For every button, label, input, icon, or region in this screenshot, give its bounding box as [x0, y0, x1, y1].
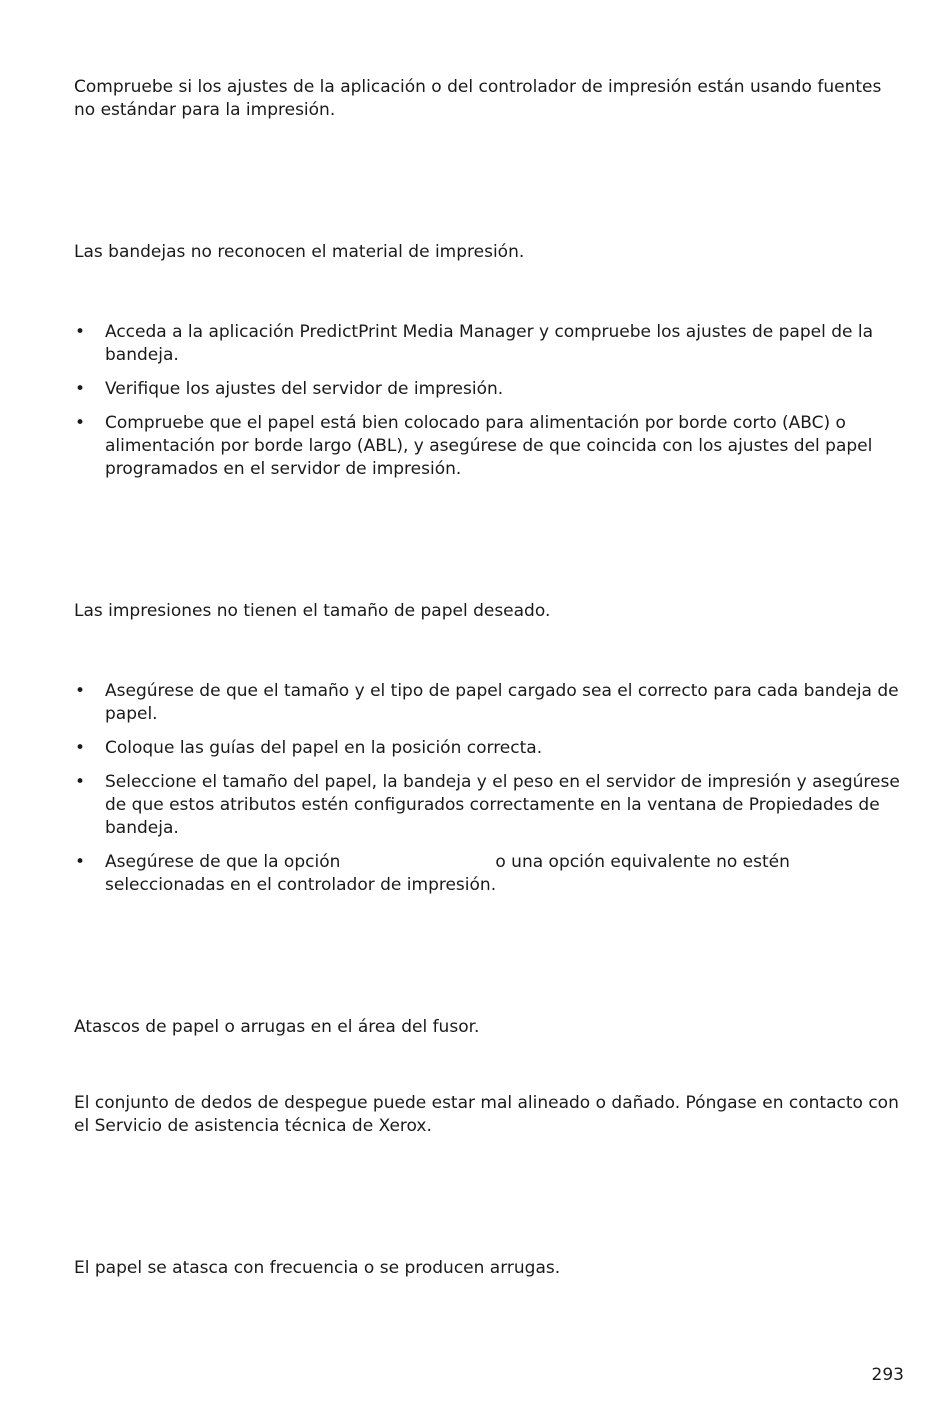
list-item-text: Verifique los ajustes del servidor de impresión.: [105, 379, 504, 399]
list-item: [74, 771, 904, 840]
list-item: [74, 851, 904, 897]
paragraph-trays-not-recognize-media: Las bandejas no reconocen el material de impresión.: [74, 242, 525, 262]
paragraph-frequent-jams: El papel se atasca con frecuencia o se producen arrugas.: [74, 1258, 561, 1278]
list-item: [74, 321, 904, 367]
list-item: [74, 680, 904, 726]
solution-list-paper-size: [74, 680, 904, 908]
bullet-icon: •: [75, 413, 86, 433]
paragraph-stripper-fingers: El conjunto de dedos de despegue puede estar mal alineado o dañado. Póngase en contacto con el Servicio de asistencia técnica de Xerox.: [74, 1093, 899, 1136]
bullet-icon: •: [75, 379, 86, 399]
list-item-text-start: Asegúrese de que la opción: [105, 852, 341, 872]
bullet-icon: •: [75, 772, 86, 792]
list-item: [74, 378, 904, 401]
paragraph-wrong-paper-size: Las impresiones no tienen el tamaño de papel deseado.: [74, 601, 551, 621]
list-item-text: Acceda a la aplicación PredictPrint Media Manager y compruebe los ajustes de papel de la bandeja.: [105, 322, 873, 365]
solution-list-trays: [74, 321, 904, 492]
bullet-icon: •: [75, 681, 86, 701]
list-item: [74, 412, 904, 481]
list-item-text: Coloque las guías del papel en la posición correcta.: [105, 738, 543, 758]
bullet-icon: •: [75, 322, 86, 342]
paragraph-nonstandard-fonts: Compruebe si los ajustes de la aplicación o del controlador de impresión están usando fuentes no estándar para la impresión.: [74, 77, 882, 120]
list-item-text: Asegúrese de que el tamaño y el tipo de papel cargado sea el correcto para cada bandeja de papel.: [105, 681, 899, 724]
bullet-icon: •: [75, 738, 86, 758]
bullet-icon: •: [75, 852, 86, 872]
list-item-text: Seleccione el tamaño del papel, la bandeja y el peso en el servidor de impresión y asegúrese de que estos atributos estén configurados correctamente en la ventana de Propiedades de bandeja.: [105, 772, 900, 838]
paragraph-fuser-jams: Atascos de papel o arrugas en el área del fusor.: [74, 1017, 480, 1037]
list-item: [74, 737, 904, 760]
page-number: 293: [871, 1365, 904, 1385]
list-item-text-end: o una opción equivalente no estén seleccionadas en el controlador de impresión.: [105, 852, 790, 895]
list-item-text: Compruebe que el papel está bien colocado para alimentación por borde corto (ABC) o alimentación por borde largo (ABL), y asegúrese de que coincida con los ajustes del papel programados en el servidor de impresión.: [105, 413, 873, 479]
